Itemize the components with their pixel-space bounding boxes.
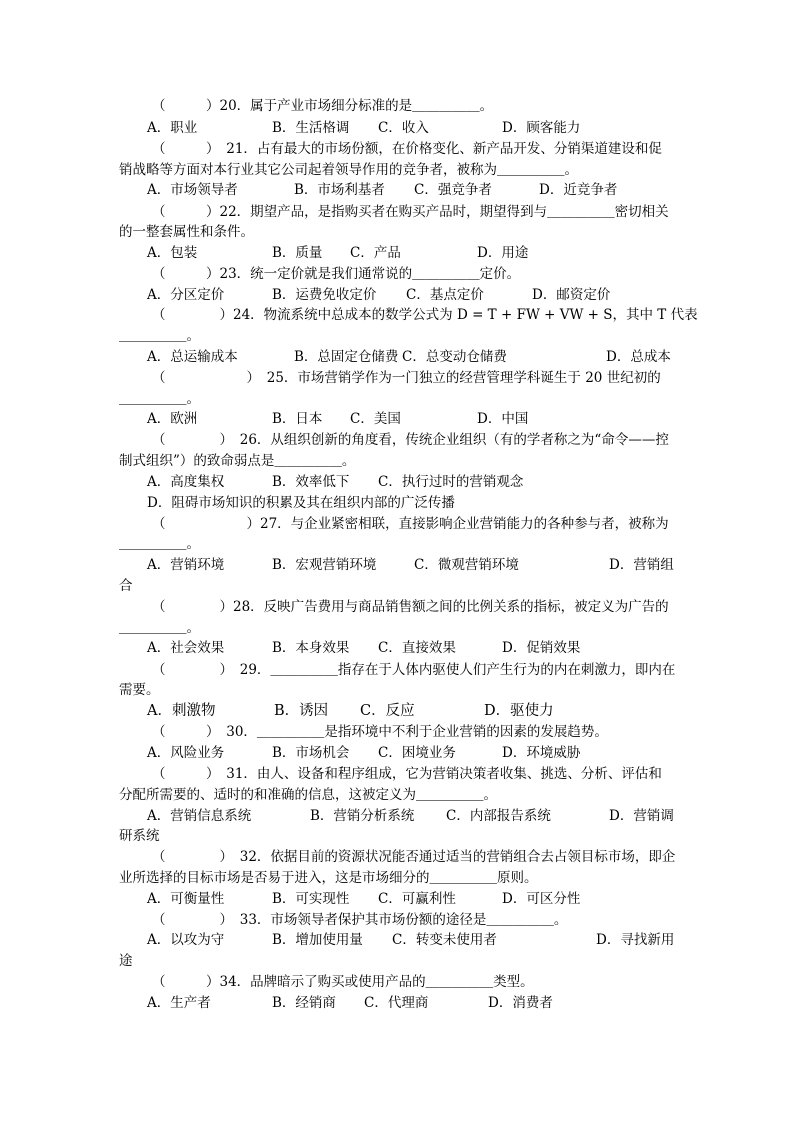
option-d: D．邮资定价	[532, 287, 611, 303]
question-26-line-2: 制式组织”）的致命弱点是＿＿＿＿＿。	[119, 453, 356, 469]
question-31-line-2: 分配所需要的、适时的和准确的信息，这被定义为＿＿＿＿＿。	[119, 787, 497, 803]
question-34-options	[0, 993, 794, 1013]
option-d: D．用途	[477, 245, 529, 261]
option-b: B．本身效果	[272, 640, 350, 656]
option-b: B．经销商	[272, 995, 336, 1011]
option-b: B．效率低下	[272, 474, 350, 490]
question-27-line-1: （ ）27．与企业紧密相联，直接影响企业营销能力的各种参与者，被称为	[152, 516, 669, 532]
option-c: C．强竞争者	[414, 182, 492, 198]
option-c: C．可赢利性	[378, 891, 456, 907]
option-a: A．刺激物	[147, 703, 216, 719]
question-25-options	[0, 409, 794, 429]
question-29-line-2: 需要。	[119, 682, 160, 698]
option-d: D．顾客能力	[502, 120, 581, 136]
option-c: C．执行过时的营销观念	[378, 474, 524, 490]
question-25-line-2: ＿＿＿＿＿。	[119, 391, 200, 407]
option-d: D．营销组	[609, 557, 674, 573]
question-24-options	[0, 347, 794, 367]
option-b: B．生活格调	[272, 120, 350, 136]
option-a: A．社会效果	[147, 640, 225, 656]
option-a: A．生产者	[147, 995, 211, 1011]
option-b: B．营销分析系统	[310, 808, 415, 824]
question-24-line-2: ＿＿＿＿＿。	[119, 328, 200, 344]
question-33-options	[0, 930, 794, 950]
option-a: A．风险业务	[147, 745, 225, 761]
option-c: C．代理商	[364, 995, 429, 1011]
option-d-continued: 途	[119, 953, 133, 969]
option-b: B．宏观营销环境	[272, 557, 377, 573]
question-20-line-1: （ ）20．属于产业市场细分标准的是＿＿＿＿＿。	[152, 98, 494, 114]
option-a: A．分区定价	[147, 287, 225, 303]
question-28-line-2: ＿＿＿＿＿。	[119, 620, 200, 636]
option-d: D．可区分性	[502, 891, 581, 907]
question-24-line-1: （ ）24．物流系统中总成本的数学公式为 D = T + FW + VW + S，其中 T 代表	[152, 307, 698, 323]
option-c: C．收入	[378, 120, 429, 136]
option-c: C．转变未使用者	[392, 932, 497, 948]
question-28-line-1: （ ）28．反映广告费用与商品销售额之间的比例关系的指标，被定义为广告的	[152, 599, 669, 615]
option-d-continued: 合	[119, 578, 133, 594]
option-b: B．可实现性	[272, 891, 350, 907]
option-a: A．可衡量性	[147, 891, 225, 907]
option-c: C．困境业务	[378, 745, 456, 761]
option-a: A．营销环境	[147, 557, 225, 573]
option-a: A．以攻为守	[147, 932, 225, 948]
question-21-options	[0, 180, 794, 200]
question-21-line-1: （ ） 21．占有最大的市场份额，在价格变化、新产品开发、分销渠道建设和促	[152, 141, 662, 157]
question-21-line-2: 销战略等方面对本行业其它公司起着领导作用的竞争者，被称为＿＿＿＿＿。	[119, 162, 578, 178]
option-a: A．市场领导者	[147, 182, 238, 198]
option-b: B．诱因	[274, 703, 329, 719]
question-30-options	[0, 743, 794, 763]
option-a: A．营销信息系统	[147, 808, 252, 824]
option-c: C．反应	[360, 703, 415, 719]
option-d: D．营销调	[609, 808, 674, 824]
question-29-options	[0, 701, 794, 721]
question-33-options-2	[0, 951, 794, 971]
option-d: D．消费者	[488, 995, 553, 1011]
question-26-options	[0, 472, 794, 492]
question-33-line-1: （ ） 33．市场领导者保护其市场份额的途径是＿＿＿＿＿。	[152, 912, 568, 928]
option-c: C．总变动仓储费	[402, 349, 507, 365]
option-d: D．促销效果	[502, 640, 581, 656]
question-34-line-1: （ ）34．品牌暗示了购买或使用产品的＿＿＿＿＿类型。	[152, 974, 534, 990]
question-26-line-1: （ ） 26．从组织创新的角度看，传统企业组织（有的学者称之为“命令——控	[152, 432, 669, 448]
option-d: D．中国	[477, 411, 529, 427]
question-31-options-2	[0, 826, 794, 846]
option-b: B．总固定仓储费	[294, 349, 399, 365]
question-22-options	[0, 243, 794, 263]
option-a: A．职业	[147, 120, 198, 136]
option-d-continued: 研系统	[119, 828, 160, 844]
question-30-line-1: （ ） 30．＿＿＿＿＿是指环境中不利于企业营销的因素的发展趋势。	[152, 724, 608, 740]
question-27-line-2: ＿＿＿＿＿。	[119, 536, 200, 552]
option-a: A．总运输成本	[147, 349, 238, 365]
option-c: C．产品	[350, 245, 401, 261]
question-23-line-1: （ ）23．统一定价就是我们通常说的＿＿＿＿＿定价。	[152, 266, 521, 282]
question-23-options	[0, 285, 794, 305]
question-29-line-1: （ ） 29．＿＿＿＿＿指存在于人体内驱使人们产生行为的内在刺激力，即内在	[152, 662, 676, 678]
question-32-line-2: 业所选择的目标市场是否易于进入，这是市场细分的＿＿＿＿＿原则。	[119, 870, 538, 886]
option-a: A．欧洲	[147, 411, 198, 427]
option-c: C．美国	[350, 411, 401, 427]
question-27-options	[0, 555, 794, 575]
option-d: D．驱使力	[484, 703, 554, 719]
option-b: B．市场机会	[272, 745, 350, 761]
option-d: D．环境威胁	[502, 745, 581, 761]
option-d: D．总成本	[606, 349, 671, 365]
question-27-options-2	[0, 576, 794, 596]
option-b: B．市场利基者	[294, 182, 385, 198]
option-b: B．质量	[272, 245, 323, 261]
option-b: B．日本	[272, 411, 323, 427]
question-20-options	[0, 118, 794, 138]
question-31-options	[0, 806, 794, 826]
option-c: C．内部报告系统	[446, 808, 551, 824]
option-b: B．增加使用量	[272, 932, 363, 948]
option-c: C．微观营销环境	[414, 557, 519, 573]
option-d: D．阻碍市场知识的积累及其在组织内部的广泛传播	[147, 495, 455, 511]
option-b: B．运费免收定价	[272, 287, 377, 303]
question-28-options	[0, 638, 794, 658]
question-22-line-1: （ ）22．期望产品，是指购买者在购买产品时，期望得到与＿＿＿＿＿密切相关	[152, 204, 669, 220]
question-31-line-1: （ ） 31．由人、设备和程序组成，它为营销决策者收集、挑选、分析、评估和	[152, 766, 662, 782]
question-22-line-2: 的一整套属性和条件。	[119, 224, 254, 240]
option-d: D．近竞争者	[539, 182, 618, 198]
question-25-line-1: （ ） 25．市场营销学作为一门独立的经营管理学科诞生于 20 世纪初的	[152, 370, 661, 386]
option-a: A．高度集权	[147, 474, 225, 490]
option-d: D．寻找新用	[596, 932, 675, 948]
option-c: C．基点定价	[406, 287, 484, 303]
question-32-line-1: （ ） 32．依据目前的资源状况能否通过适当的营销组合去占领目标市场，即企	[152, 849, 676, 865]
question-26-options-2	[0, 493, 794, 513]
option-a: A．包装	[147, 245, 198, 261]
option-c: C．直接效果	[378, 640, 456, 656]
question-32-options	[0, 889, 794, 909]
